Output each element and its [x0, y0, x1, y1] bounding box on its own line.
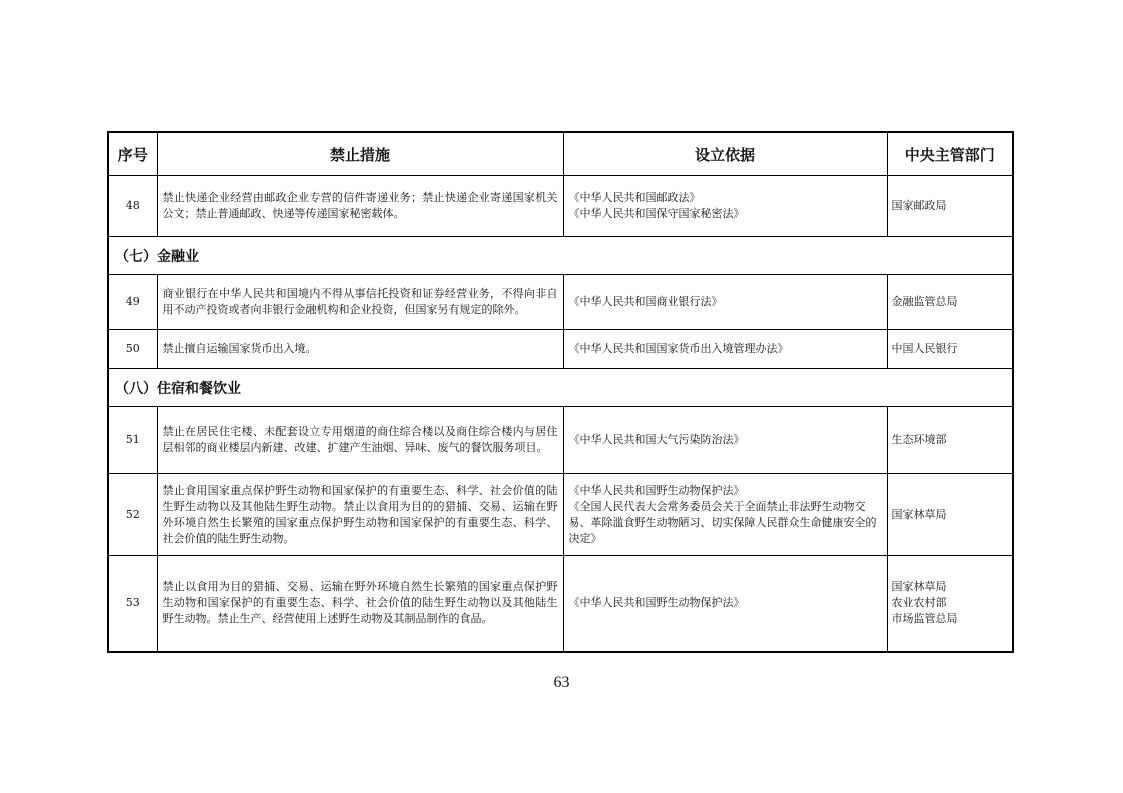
basis-line: 《中华人民共和国野生动物保护法》: [568, 596, 745, 610]
row-measure: 禁止擅自运输国家货币出入境。: [157, 330, 563, 369]
row-basis: [563, 275, 887, 330]
basis-line: 《中华人民共和国商业银行法》: [568, 295, 723, 308]
table-row: [108, 407, 1013, 474]
prohibition-table: [107, 131, 1014, 653]
basis-line: 《中华人民共和国大气污染防治法》: [568, 433, 745, 446]
row-dept: [887, 330, 1013, 369]
row-basis: [563, 176, 887, 237]
dept-line: 国家林草局: [891, 580, 947, 594]
table-row: [108, 176, 1013, 237]
basis-line: 《中华人民共和国保守国家秘密法》: [568, 207, 745, 220]
row-num: 49: [108, 275, 157, 330]
dept-line: 生态环境部: [891, 433, 947, 446]
dept-line: 农业农村部: [891, 596, 947, 610]
row-measure: 禁止快递企业经营由邮政企业专营的信件寄递业务；禁止快递企业寄递国家机关公文；禁止普通邮政、快递等传递国家秘密载体。: [157, 176, 563, 237]
basis-line: 《中华人民共和国野生动物保护法》: [568, 483, 745, 497]
basis-line: 《中华人民共和国国家货币出入境管理办法》: [568, 342, 789, 355]
section-row: [108, 369, 1013, 407]
table-row: [108, 556, 1013, 652]
row-measure: 禁止在居民住宅楼、未配套设立专用烟道的商住综合楼以及商住综合楼内与居住层相邻的商业楼层内新建、改建、扩建产生油烟、异味、废气的餐饮服务项目。: [157, 407, 563, 474]
basis-line: 《全国人民代表大会常务委员会关于全面禁止非法野生动物交易、革除滥食野生动物陋习、切实保障人民群众生命健康安全的决定》: [568, 499, 877, 545]
row-measure: 商业银行在中华人民共和国境内不得从事信托投资和证券经营业务，不得向非自用不动产投资或者向非银行金融机构和企业投资，但国家另有规定的除外。: [157, 275, 563, 330]
section-row: [108, 237, 1013, 275]
header-basis: 设立依据: [563, 132, 887, 176]
row-num: 48: [108, 176, 157, 237]
header-measure: 禁止措施: [157, 132, 563, 176]
dept-line: 中国人民银行: [891, 342, 958, 355]
row-measure: 禁止以食用为目的猎捕、交易、运输在野外环境自然生长繁殖的国家重点保护野生动物和国家保护的有重要生态、科学、社会价值的陆生野生动物以及其他陆生野生动物。禁止生产、经营使用上述野生动物及其制品制作的食品。: [157, 556, 563, 652]
row-dept: [887, 407, 1013, 474]
header-dept: 中央主管部门: [887, 132, 1013, 176]
basis-line: 《中华人民共和国邮政法》: [568, 191, 701, 204]
row-num: 52: [108, 474, 157, 556]
dept-line: 国家邮政局: [891, 199, 947, 212]
row-basis: [563, 407, 887, 474]
table-row: [108, 474, 1013, 556]
header-num: 序号: [108, 132, 157, 176]
row-dept: [887, 556, 1013, 652]
dept-line: 金融监管总局: [891, 295, 958, 308]
row-basis: [563, 474, 887, 556]
section-title: （七）金融业: [108, 237, 1013, 275]
table-row: [108, 330, 1013, 369]
row-num: 51: [108, 407, 157, 474]
table-row: [108, 275, 1013, 330]
page-number: 63: [553, 674, 570, 691]
row-basis: [563, 330, 887, 369]
row-basis: [563, 556, 887, 652]
row-measure: 禁止食用国家重点保护野生动物和国家保护的有重要生态、科学、社会价值的陆生野生动物以及其他陆生野生动物。禁止以食用为目的的猎捕、交易、运输在野外环境自然生长繁殖的国家重点保护野生动物和国家保护的有重要生态、科学、社会价值的陆生野生动物。: [157, 474, 563, 556]
row-num: 50: [108, 330, 157, 369]
row-num: 53: [108, 556, 157, 652]
section-title: （八）住宿和餐饮业: [108, 369, 1013, 407]
row-dept: [887, 275, 1013, 330]
row-dept: [887, 176, 1013, 237]
dept-line: 国家林草局: [891, 507, 947, 521]
table-header: [108, 132, 1013, 176]
dept-line: 市场监管总局: [891, 612, 958, 626]
row-dept: [887, 474, 1013, 556]
